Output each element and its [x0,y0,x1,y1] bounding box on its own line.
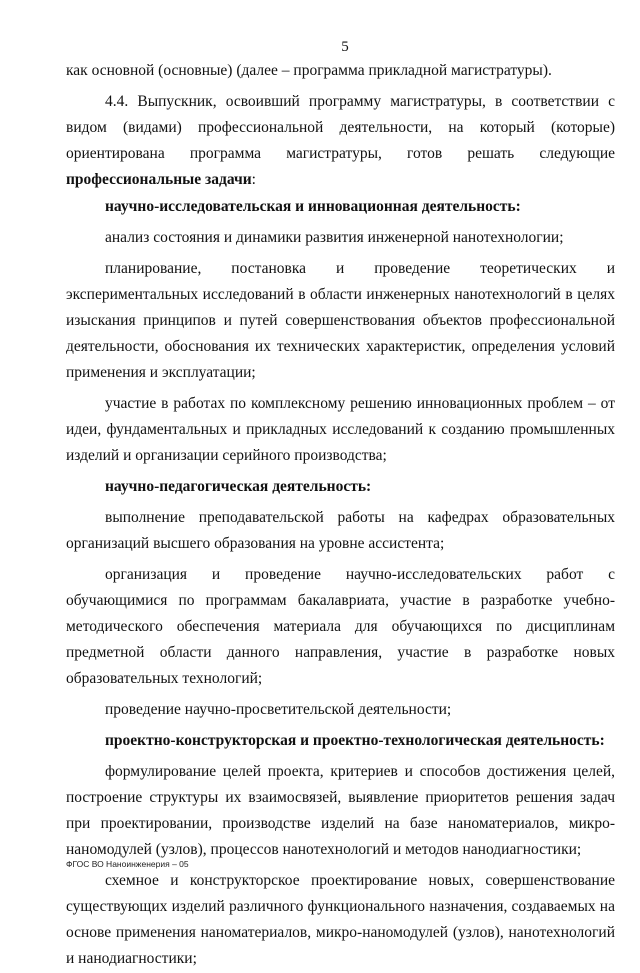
heading-pedagogical: научно-педагогическая деятельность: [105,478,372,495]
task-project-goals: формулирование целей проекта, критериев и способов достижения целей, построение структуры их взаимосвязей, выявление приоритетов решения задач при проектировании, производстве изделий на базе наноматериалов, микро-наномодулей (узлов), процессов нанотехнологий и методов нанодиагностики; [66,763,615,858]
paragraph-4-4-end: : [251,171,256,188]
heading-design-technology: проектно-конструкторская и проектно-технологическая деятельность: [105,732,605,749]
page-number: 5 [341,39,349,55]
task-innovation-participation: участие в работах по комплексному решению инновационных проблем – от идеи, фундаментальных и прикладных исследований к созданию промышленных изделий и организации серийного производства; [66,395,615,464]
paragraph-4-4 [66,89,615,193]
paragraph-continuation: как основной (основные) (далее – программа прикладной магистратуры). [66,62,552,79]
heading-research-innovation: научно-исследовательская и инновационная деятельность: [105,198,521,215]
task-teaching: выполнение преподавательской работы на кафедрах образовательных организаций высшего образования на уровне ассистента; [66,509,615,552]
professional-tasks-term: профессиональные задачи [66,171,252,188]
task-organization-research: организация и проведение научно-исследовательских работ с обучающимися по программам бакалавриата, участие в разработке учебно-методического обеспечения материала для обучающихся по дисциплинам предметной области данного направления, участие в разработке новых образовательных технологий; [66,566,615,687]
task-schematic-design: схемное и конструкторское проектирование новых, совершенствование существующих изделий различного функционального назначения, создаваемых на основе применения наноматериалов, микро-наномодулей (узлов), нанотехнологий и нанодиагностики; [66,872,615,967]
paragraph-4-4-text: 4.4. Выпускник, освоивший программу магистратуры, в соответствии с видом (видами) профессиональной деятельности, на который (которые) ориентирована программа магистратуры, готов решать следующие [66,93,615,162]
task-outreach: проведение научно-просветительской деятельности; [105,701,452,718]
document-body [66,58,615,973]
task-planning: планирование, постановка и проведение теоретических и экспериментальных исследований в области инженерных нанотехнологий в целях изыскания принципов и путей совершенствования объектов профессиональной деятельности, обоснования их технических характеристик, определения условий применения и эксплуатации; [66,260,615,381]
task-analysis: анализ состояния и динамики развития инженерной нанотехнологии; [105,229,564,246]
page-footer: ФГОС ВО Наноинженерия – 05 [66,859,189,869]
